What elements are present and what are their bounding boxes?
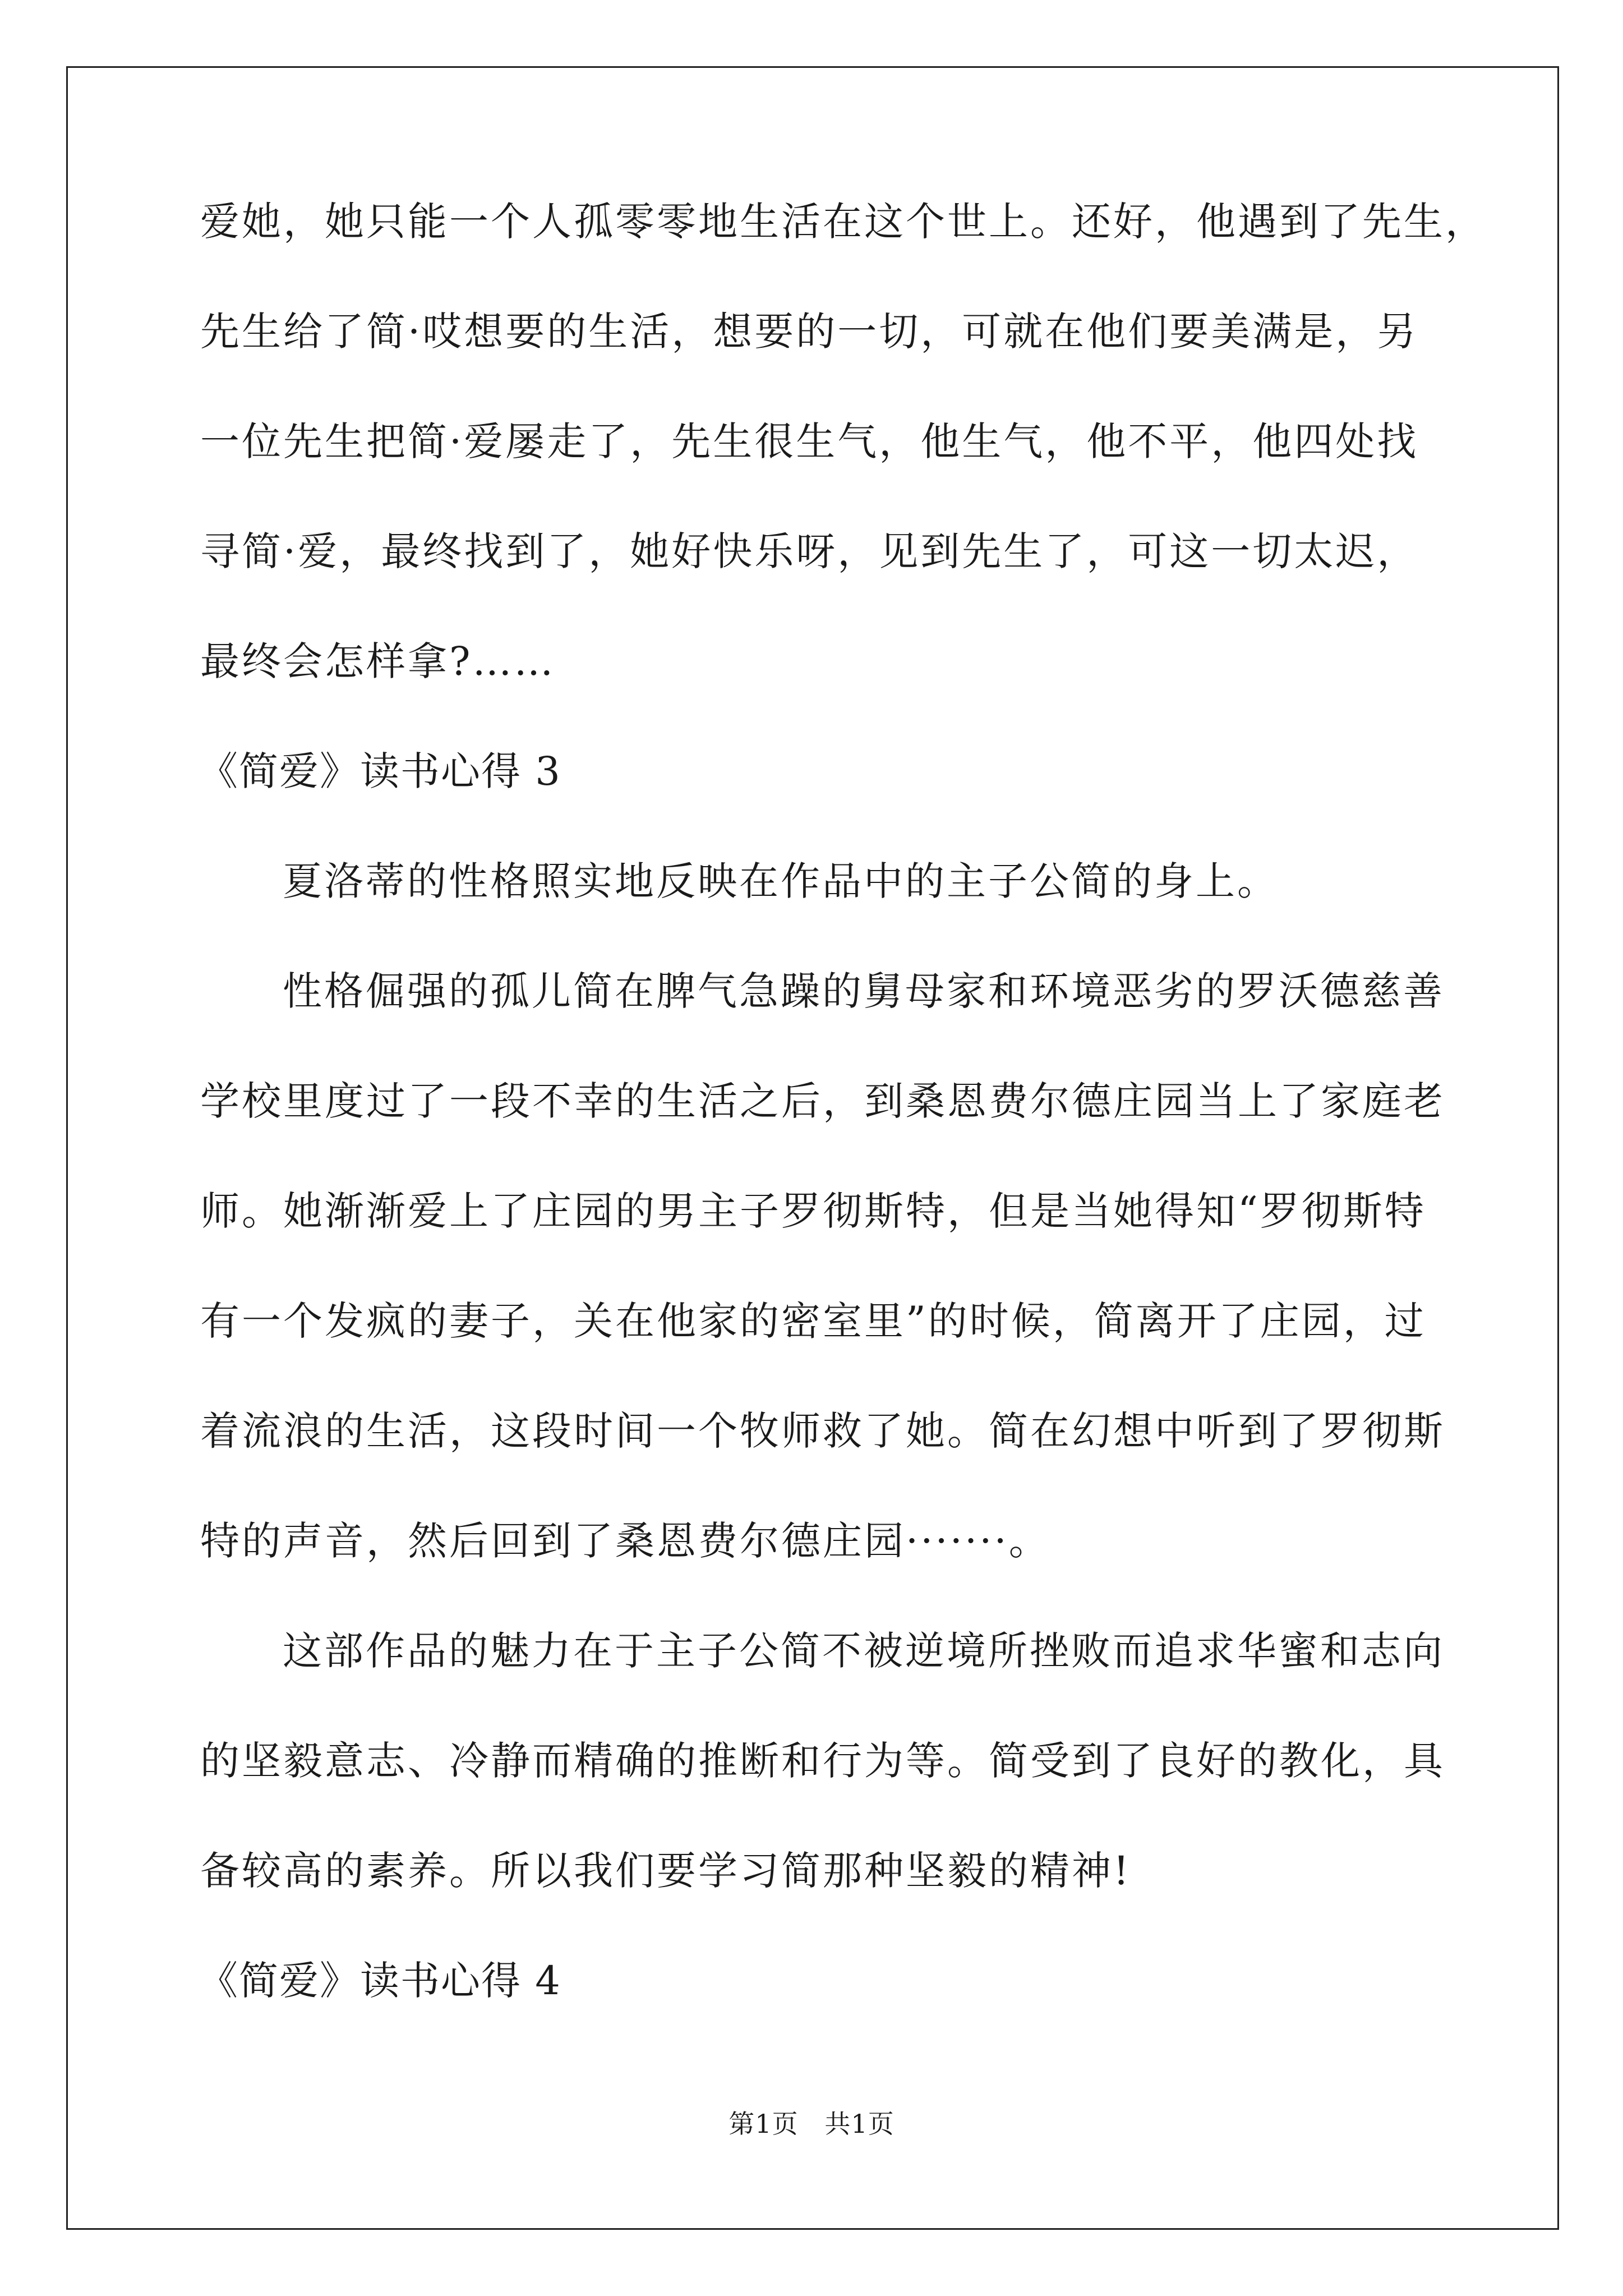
text-line: 特的声音，然后回到了桑恩费尔德庄园·······。 [200,1518,1050,1564]
text-line: 着流浪的生活，这段时间一个牧师救了她。简在幻想中听到了罗彻斯 [200,1408,1445,1454]
text-line: 爱她，她只能一个人孤零零地生活在这个世上。还好，他遇到了先生， [200,199,1487,245]
section-heading-3: 《简爱》读书心得 3 [199,748,561,794]
text-line: 师。她渐渐爱上了庄园的男主子罗彻斯特，但是当她得知“罗彻斯特 [200,1188,1426,1234]
paragraph-first-line: 这部作品的魅力在于主子公简不被逆境所挫败而追求华蜜和志向 [283,1628,1445,1674]
text-line: 备较高的素养。所以我们要学习简那种坚毅的精神! [200,1848,1132,1894]
paragraph-first-line: 性格倔强的孤儿简在脾气急躁的舅母家和环境恶劣的罗沃德慈善 [283,968,1445,1014]
text-line: 的坚毅意志、冷静而精确的推断和行为等。简受到了良好的教化，具 [200,1738,1445,1784]
text-line: 最终会怎样拿?…… [200,638,556,684]
text-line: 先生给了简·哎想要的生活，想要的一切，可就在他们要美满是，另 [200,309,1419,355]
text-line: 有一个发疯的妻子，关在他家的密室里”的时候，简离开了庄园，过 [200,1298,1426,1344]
text-line: 学校里度过了一段不幸的生活之后，到桑恩费尔德庄园当上了家庭老 [200,1078,1445,1124]
section-heading-4: 《简爱》读书心得 4 [199,1958,561,2004]
text-line: 一位先生把简·爱屡走了，先生很生气，他生气，他不平，他四处找 [200,418,1419,464]
paragraph-first-line: 夏洛蒂的性格照实地反映在作品中的主子公简的身上。 [283,858,1279,904]
document-body [199,199,1487,2071]
text-line: 寻简·爱，最终找到了，她好快乐呀，见到先生了，可这一切太迟， [200,528,1419,574]
page-number-footer: 第1页 共1页 [728,2109,895,2139]
